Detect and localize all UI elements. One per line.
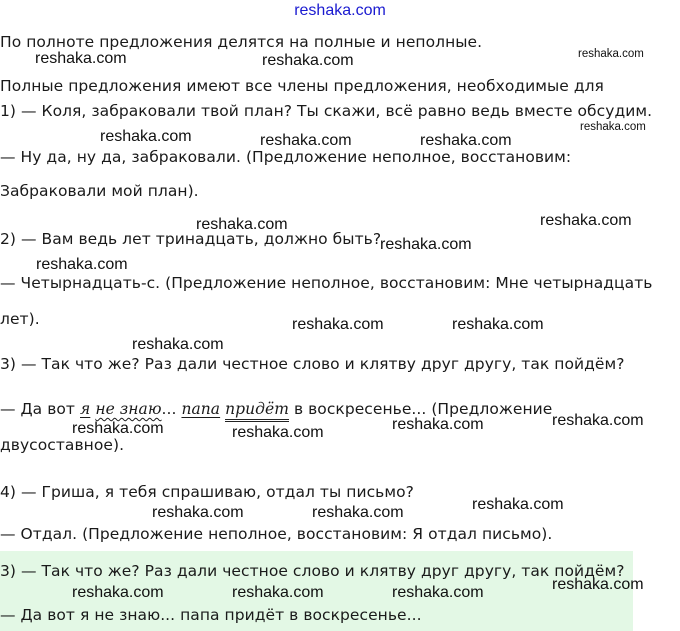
site-header-link[interactable]: reshaka.com xyxy=(294,2,386,19)
subject-word-ya: я xyxy=(80,400,91,418)
highlight-answer: — Да вот я не знаю... папа придёт в воскресенье... xyxy=(0,606,422,624)
watermark: reshaka.com xyxy=(260,132,352,149)
example-1-answer-cont: Забраковали мой план). xyxy=(0,182,199,200)
watermark: reshaka.com xyxy=(292,316,384,333)
highlight-question: 3) — Так что же? Раз дали честное слово и клятву друг другу, так пойдём? xyxy=(0,562,625,580)
watermark: reshaka.com xyxy=(578,48,644,60)
example-1-question: 1) — Коля, забраковали твой план? Ты скажи, всё равно ведь вместе обсудим. xyxy=(0,102,653,120)
intro-line-2: Полные предложения имеют все члены предложения, необходимые для xyxy=(0,77,604,95)
watermark: reshaka.com xyxy=(312,504,404,521)
watermark: reshaka.com xyxy=(540,212,632,229)
predicate-pridet: придёт xyxy=(225,400,289,422)
example-4-answer: — Отдал. (Предложение неполное, восстановим: Я отдал письмо). xyxy=(0,525,553,543)
watermark: reshaka.com xyxy=(36,256,128,273)
example-2-answer: — Четырнадцать-с. (Предложение неполное, восстановим: Мне четырнадцать xyxy=(0,274,653,292)
watermark: reshaka.com xyxy=(72,584,164,601)
watermark: reshaka.com xyxy=(196,216,288,233)
watermark: reshaka.com xyxy=(552,412,644,429)
ellipsis: ... xyxy=(161,400,177,418)
watermark: reshaka.com xyxy=(35,50,127,67)
watermark: reshaka.com xyxy=(100,128,192,145)
watermark: reshaka.com xyxy=(392,416,484,433)
watermark: reshaka.com xyxy=(132,336,224,353)
example-2-answer-cont: лет). xyxy=(0,310,40,328)
watermark: reshaka.com xyxy=(380,236,472,253)
example-3-answer-cont: двусоставное). xyxy=(0,436,125,454)
watermark: reshaka.com xyxy=(420,132,512,149)
watermark: reshaka.com xyxy=(262,52,354,69)
predicate-ne-znayu: не знаю xyxy=(95,400,162,418)
subject-word-papa: папа xyxy=(181,400,221,418)
watermark: reshaka.com xyxy=(452,316,544,333)
watermark: reshaka.com xyxy=(232,584,324,601)
watermark: reshaka.com xyxy=(552,576,644,593)
example-3-answer-start: — Да вот xyxy=(0,400,80,418)
example-3-question: 3) — Так что же? Раз дали честное слово и клятву друг другу, так пойдём? xyxy=(0,355,625,373)
watermark: reshaka.com xyxy=(580,121,646,133)
watermark: reshaka.com xyxy=(72,420,164,437)
watermark: reshaka.com xyxy=(232,424,324,441)
intro-line-1: По полноте предложения делятся на полные и неполные. xyxy=(0,33,483,51)
example-3-answer-end: в воскресенье... (Предложение xyxy=(288,400,553,418)
example-4-question: 4) — Гриша, я тебя спрашиваю, отдал ты письмо? xyxy=(0,483,414,501)
example-2-question: 2) — Вам ведь лет тринадцать, должно быть? xyxy=(0,230,382,248)
example-1-answer: — Ну да, ну да, забраковали. (Предложение неполное, восстановим: xyxy=(0,148,572,166)
watermark: reshaka.com xyxy=(472,496,564,513)
watermark: reshaka.com xyxy=(392,584,484,601)
watermark: reshaka.com xyxy=(152,504,244,521)
